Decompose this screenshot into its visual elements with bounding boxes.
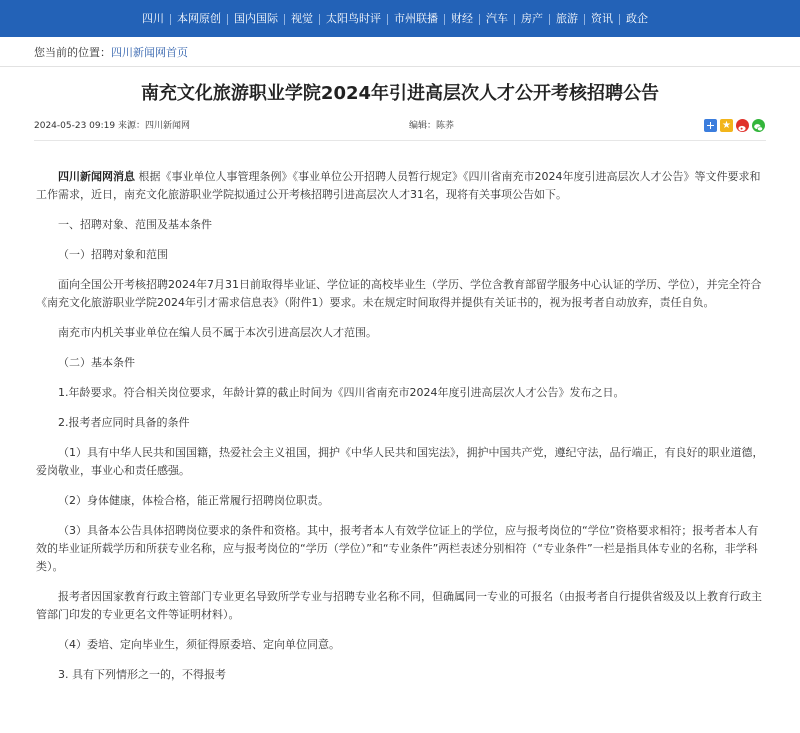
nav-link-sichuan[interactable]: 四川 [142,12,164,25]
article-lead: 四川新闻网消息 [58,170,135,183]
article-subheading: （二）基本条件 [58,356,135,369]
breadcrumb-home-link[interactable]: 四川新闻网首页 [111,46,188,59]
article-paragraph: 报考者因国家教育行政主管部门专业更名导致所学专业与招聘专业名称不同，但确属同一专业的可报名（由报考者自行提供省级及以上教育行政主管部门印发的专业更名文件等证明材料）。 [36,590,762,621]
article-paragraph: 面向全国公开考核招聘2024年7月31日前取得毕业证、学位证的高校毕业生（学历、学位含教育部留学服务中心认证的学历、学位），并完全符合《南充文化旅游职业学院2024年引才需求信息表》（附件1）要求。未在规定时间取得并提供有关证书的，视为报考者自动放弃，责任自负。 [36,278,762,309]
article-paragraph: （3）具备本公告具体招聘岗位要求的条件和资格。其中，报考者本人有效学位证上的学位，应与报考岗位的“学位”资格要求相符；报考者本人有效的毕业证所载学历和所获专业名称，应与报考岗位的“学历（学位）”和“专业条件”两栏表述分别相符（“专业条件”一栏是指具体专业的名称，非学科类）。 [36,524,759,573]
article-body [36,168,766,696]
article-paragraph: （1）具有中华人民共和国国籍，热爱社会主义祖国，拥护《中华人民共和国宪法》，拥护中国共产党，遵纪守法，品行端正，有良好的职业道德，爱岗敬业，事业心和责任感强。 [36,446,764,477]
nav-link-travel[interactable]: 旅游 [556,12,578,25]
share-bar [704,119,765,132]
article-subheading: （一）招聘对象和范围 [58,248,168,261]
article-section-heading: 一、招聘对象、范围及基本条件 [58,218,212,231]
article-paragraph: 2.报考者应同时具备的条件 [58,416,190,429]
nav-link-original[interactable]: 本网原创 [177,12,221,25]
top-nav-bar [0,0,800,37]
article-paragraph: （2）身体健康，体检合格，能正常履行招聘岗位职责。 [58,494,329,507]
nav-link-real-estate[interactable]: 房产 [521,12,543,25]
article-paragraph: （4）委培、定向毕业生，须征得原委培、定向单位同意。 [58,638,340,651]
nav-link-visual[interactable]: 视觉 [291,12,313,25]
top-nav-links [136,12,654,26]
article-paragraph-intro-text: 根据《事业单位人事管理条例》《事业单位公开招聘人员暂行规定》《四川省南充市2024年度引进高层次人才公告》等文件要求和工作需求，近日，南充文化旅游职业学院拟通过公开考核招聘引进高层次人才31名，现将有关事项公告如下。 [36,170,761,201]
weibo-glyph [736,121,749,134]
weibo-icon[interactable] [736,119,749,132]
article-meta: 2024-05-23 09:19 来源：四川新闻网 [34,121,190,131]
nav-link-city-news[interactable]: 市州联播 [394,12,438,25]
article-paragraph-intro [36,168,766,204]
nav-link-auto[interactable]: 汽车 [486,12,508,25]
breadcrumb [34,46,188,59]
wechat-icon[interactable] [752,119,765,132]
nav-link-government[interactable]: 政企 [626,12,648,25]
article-title: 南充文化旅游职业学院2024年引进高层次人才公开考核招聘公告 [140,83,660,104]
nav-link-commentary[interactable]: 太阳鸟时评 [326,12,381,25]
wechat-glyph [752,121,765,134]
breadcrumb-prefix: 您当前的位置： [34,46,111,59]
article-paragraph: 3. 具有下列情形之一的，不得报考 [58,668,226,681]
article-paragraph: 1.年龄要求。符合相关岗位要求，年龄计算的截止时间为《四川省南充市2024年度引进高层次人才公告》发布之日。 [58,386,625,399]
share-plus-icon[interactable] [704,119,717,132]
meta-divider [34,140,766,141]
nav-link-info[interactable]: 资讯 [591,12,613,25]
article-paragraph: 南充市内机关事业单位在编人员不属于本次引进高层次人才范围。 [58,326,377,339]
article-editor: 编辑：陈荞 [409,121,455,131]
breadcrumb-bar [0,37,800,67]
nav-link-domestic-international[interactable]: 国内国际 [234,12,278,25]
qzone-icon[interactable] [720,119,733,132]
nav-link-finance[interactable]: 财经 [451,12,473,25]
